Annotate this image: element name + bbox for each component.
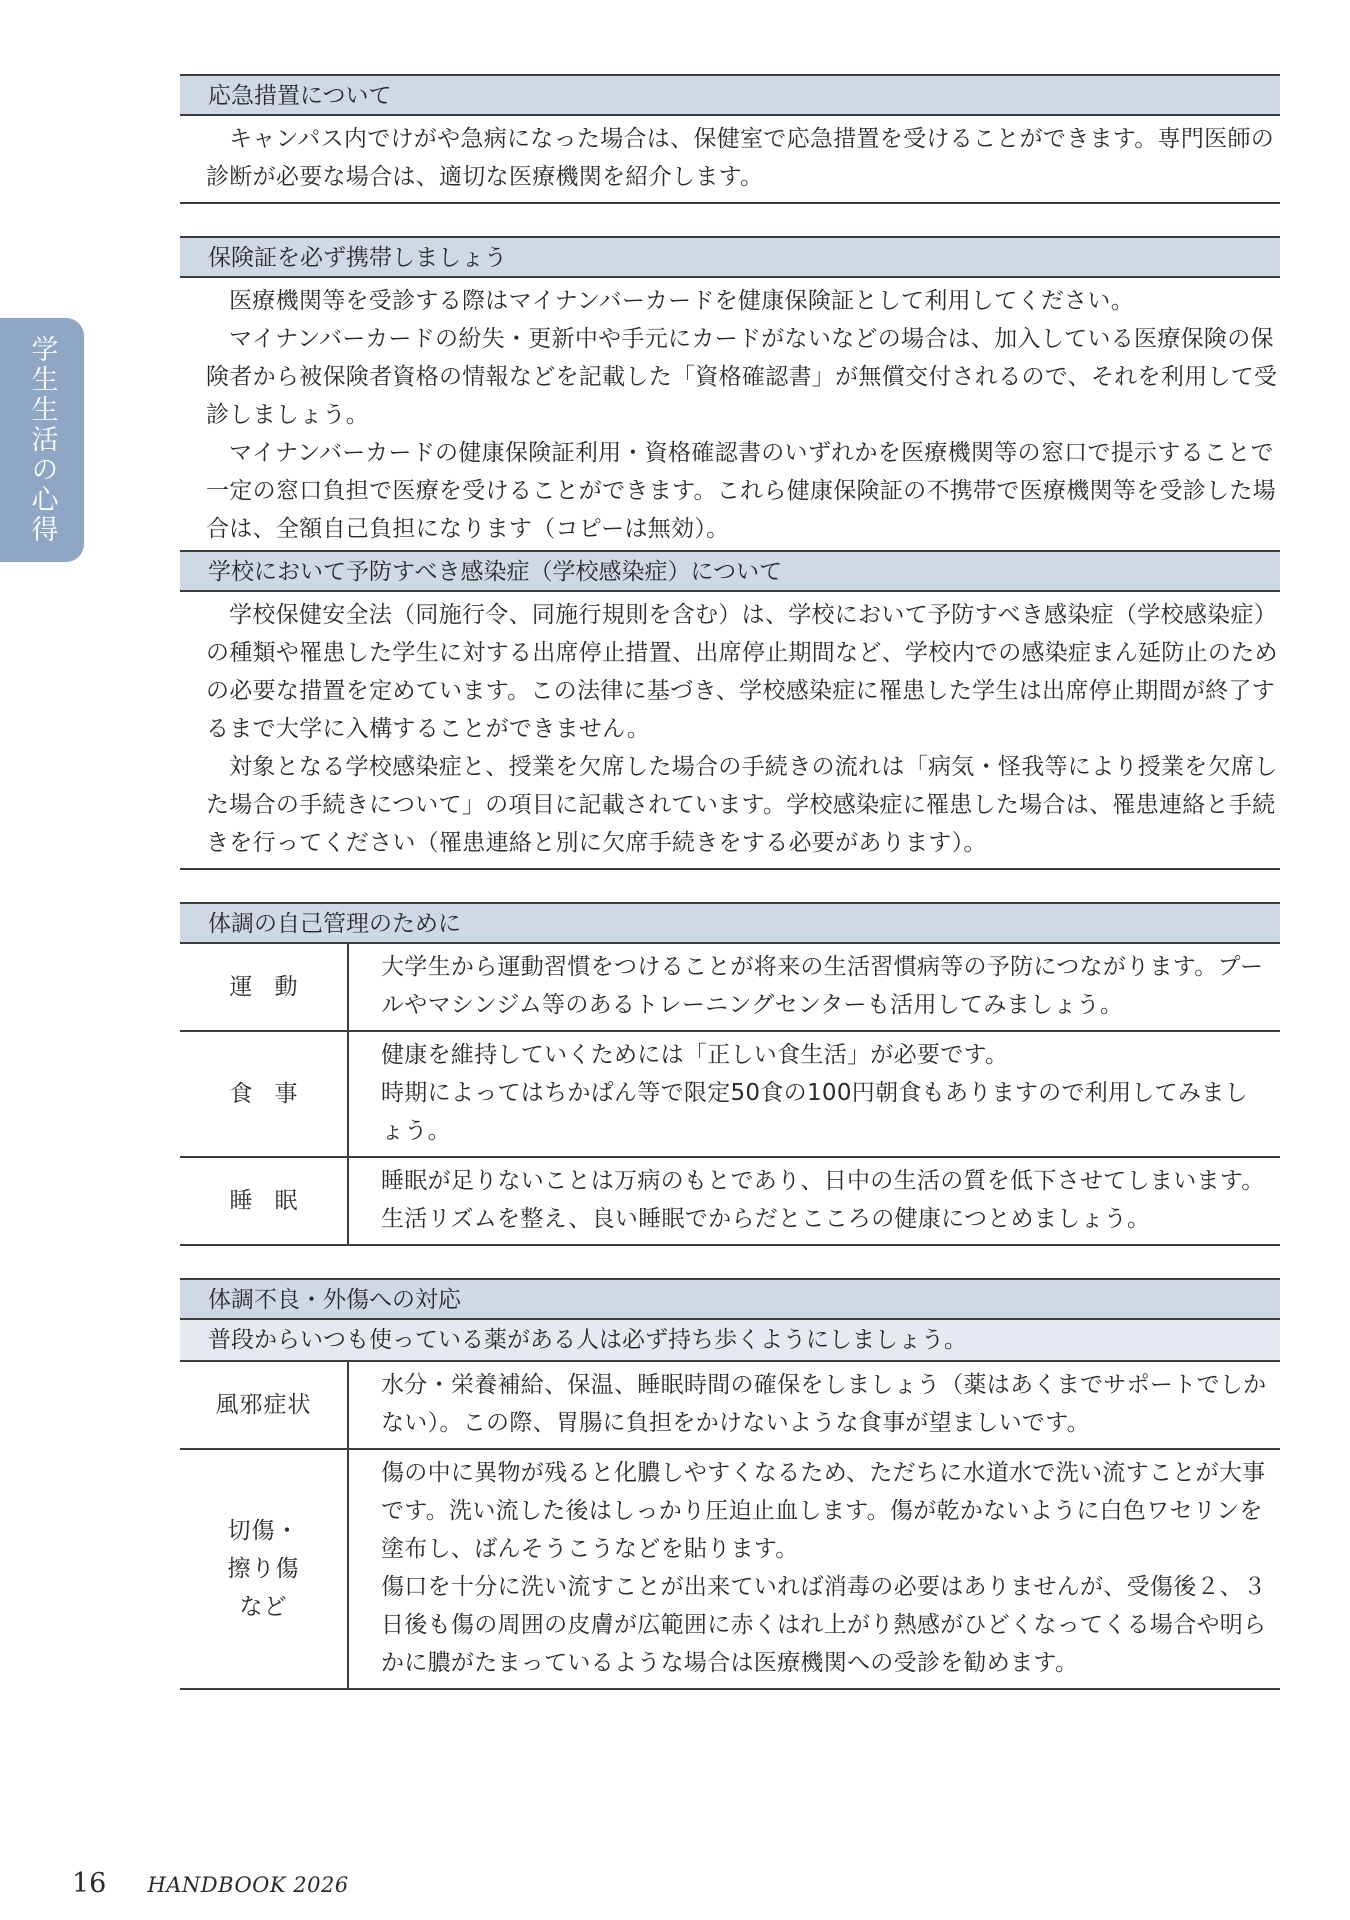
description-line: 時期によってはちかぱん等で限定50食の100円朝食もありますので利用してみましょう。 [381,1080,1248,1144]
section-first-aid [180,74,1280,204]
page-number: 16 [72,1868,107,1899]
paragraph: 医療機関等を受診する際はマイナンバーカードを健康保険証として利用してください。 [229,288,1135,314]
illness-table [180,1362,1280,1690]
section-title: 体調の自己管理のために [180,902,1280,944]
table-row [180,944,1280,1031]
section-insurance [180,236,1280,550]
row-label-exercise: 運動 [180,944,348,1031]
description-line: 水分・栄養補給、保温、睡眠時間の確保をしましょう（薬はあくまでサポートでしかない）。この際、胃腸に負担をかけないような食事が望ましいです。 [381,1372,1267,1436]
page-footer [72,1868,349,1899]
table-row [180,1362,1280,1449]
label-line: 擦り傷 [227,1556,300,1582]
row-description [348,944,1280,1031]
table-row [180,1157,1280,1245]
row-label-sleep: 睡眠 [180,1157,348,1245]
section-title: 応急措置について [180,74,1280,116]
self-care-table [180,944,1280,1246]
page-content [180,74,1280,1722]
paragraph: マイナンバーカードの健康保険証利用・資格確認書のいずれかを医療機関等の窓口で提示することで一定の窓口負担で医療を受けることができます。これら健康保険証の不携帯で医療機関等を受診した場合は、全額自己負担になります（コピーは無効）。 [206,440,1276,542]
row-label-diet: 食事 [180,1031,348,1157]
book-title: HANDBOOK 2026 [147,1873,349,1897]
section-side-tab [0,318,84,562]
section-body [180,592,1280,870]
description-line: 傷口を十分に洗い流すことが出来ていれば消毒の必要はありませんが、受傷後２、３日後も傷の周囲の皮膚が広範囲に赤くはれ上がり熱感がひどくなってくる場合や明らかに膿がたまっているような場合は医療機関への受診を勧めます。 [381,1574,1267,1676]
section-self-care [180,902,1280,1246]
row-label-cold: 風邪症状 [180,1362,348,1449]
description-line: 健康を維持していくためには「正しい食生活」が必要です。 [381,1042,1009,1068]
label-line: など [239,1594,288,1620]
paragraph: マイナンバーカードの紛失・更新中や手元にカードがないなどの場合は、加入している医療保険の保険者から被保険者資格の情報などを記載した「資格確認書」が無償交付されるので、それを利用して受診しましょう。 [206,326,1278,428]
description-line: 睡眠が足りないことは万病のもとであり、日中の生活の質を低下させてしまいます。生活リズムを整え、良い睡眠でからだとこころの健康につとめましょう。 [381,1168,1265,1232]
section-illness [180,1278,1280,1690]
row-description [348,1157,1280,1245]
table-row [180,1031,1280,1157]
row-description [348,1031,1280,1157]
section-body [180,116,1280,204]
row-description [348,1362,1280,1449]
paragraph: 学校保健安全法（同施行令、同施行規則を含む）は、学校において予防すべき感染症（学校感染症）の種類や罹患した学生に対する出席停止措置、出席停止期間など、学校内での感染症まん延防止のための必要な措置を定めています。この法律に基づき、学校感染症に罹患した学生は出席停止期間が終了するまで大学に入構することができません。 [206,602,1278,742]
paragraph: 対象となる学校感染症と、授業を欠席した場合の手続きの流れは「病気・怪我等により授業を欠席した場合の手続きについて」の項目に記載されています。学校感染症に罹患した場合は、罹患連絡と手続きを行ってください（罹患連絡と別に欠席手続きをする必要があります）。 [206,754,1278,856]
section-infection [180,550,1280,870]
side-tab-label: 学生生活の心得 [26,335,58,545]
section-title: 学校において予防すべき感染症（学校感染症）について [180,550,1280,592]
paragraph: キャンパス内でけがや急病になった場合は、保健室で応急措置を受けることができます。専門医師の診断が必要な場合は、適切な医療機関を紹介します。 [206,126,1275,190]
section-title: 体調不良・外傷への対応 [180,1278,1280,1320]
row-description [348,1449,1280,1689]
description-line: 大学生から運動習慣をつけることが将来の生活習慣病等の予防につながります。プールやマシンジム等のあるトレーニングセンターも活用してみましょう。 [381,954,1264,1018]
section-title: 保険証を必ず携帯しましょう [180,236,1280,278]
table-row [180,1449,1280,1689]
section-body [180,278,1280,550]
row-label-wounds [180,1449,348,1689]
section-subtitle: 普段からいつも使っている薬がある人は必ず持ち歩くようにしましょう。 [180,1320,1280,1362]
description-line: 傷の中に異物が残ると化膿しやすくなるため、ただちに水道水で洗い流すことが大事です。洗い流した後はしっかり圧迫止血します。傷が乾かないように白色ワセリンを塗布し、ばんそうこうなどを貼ります。 [381,1460,1266,1562]
label-line: 切傷・ [227,1518,300,1544]
